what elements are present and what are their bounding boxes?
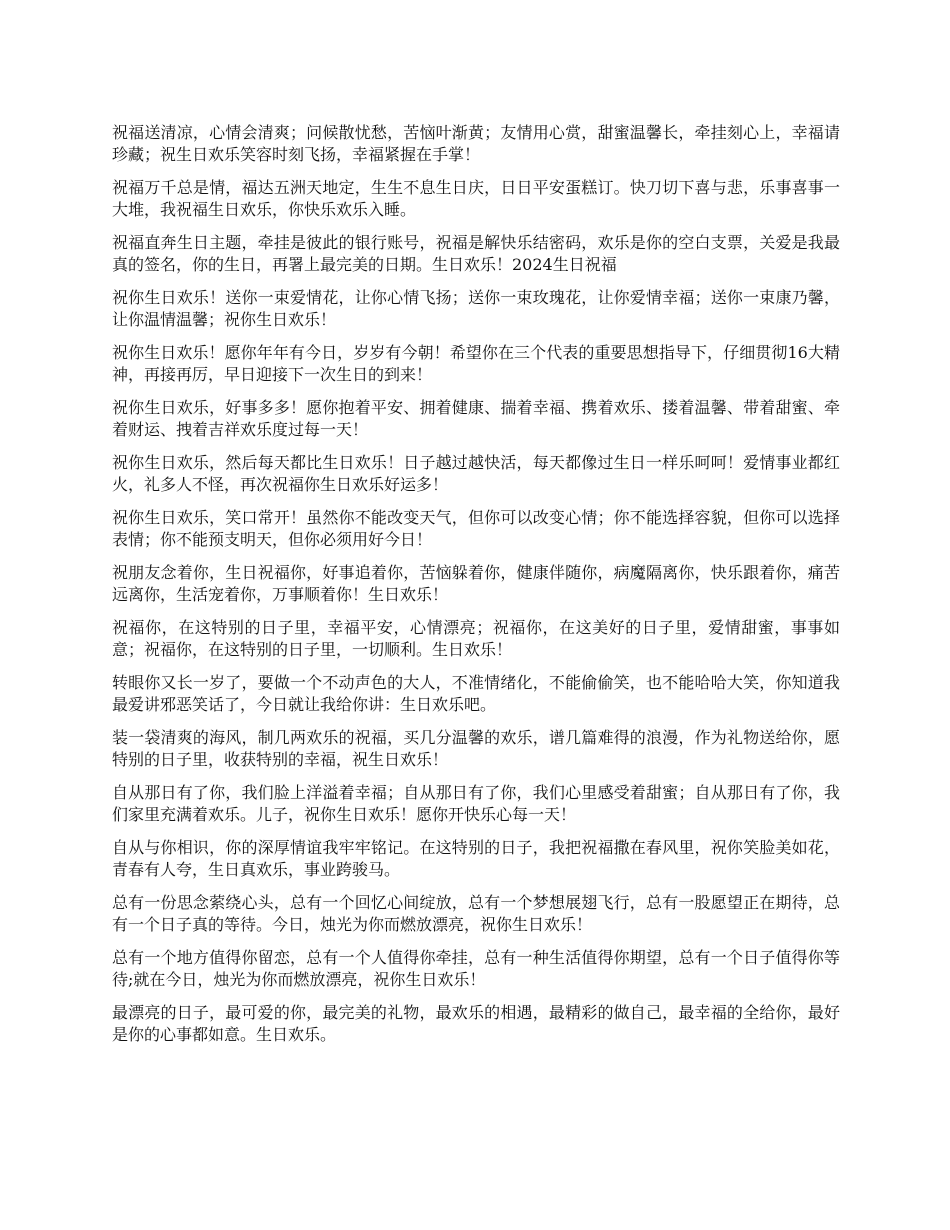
paragraph-14: 自从与你相识，你的深厚情谊我牢牢铭记。在这特别的日子，我把祝福撒在春风里，祝你笑脸美如花，青春有人夸，生日真欢乐，事业跨骏马。 [112,838,840,879]
paragraph-1: 祝福送清凉，心情会清爽；问候散忧愁，苦恼叶渐黄；友情用心赏，甜蜜温馨长，牵挂刻心上，幸福请珍藏；祝生日欢乐笑容时刻飞扬，幸福紧握在手掌！ [112,123,840,164]
paragraph-16: 总有一个地方值得你留恋，总有一个人值得你牵挂，总有一种生活值得你期望，总有一个日子值得你等待;就在今日，烛光为你而燃放漂亮，祝你生日欢乐！ [112,948,840,989]
paragraph-15: 总有一份思念萦绕心头，总有一个回忆心间绽放，总有一个梦想展翅飞行，总有一股愿望正在期待，总有一个日子真的等待。今日，烛光为你而燃放漂亮，祝你生日欢乐！ [112,893,840,934]
paragraph-6: 祝你生日欢乐，好事多多！愿你抱着平安、拥着健康、揣着幸福、携着欢乐、搂着温馨、带着甜蜜、牵着财运、拽着吉祥欢乐度过每一天！ [112,398,840,439]
paragraph-3: 祝福直奔生日主题，牵挂是彼此的银行账号，祝福是解快乐结密码，欢乐是你的空白支票，关爱是我最真的签名，你的生日，再署上最完美的日期。生日欢乐！2024生日祝福 [112,233,840,274]
paragraph-7: 祝你生日欢乐，然后每天都比生日欢乐！日子越过越快活，每天都像过生日一样乐呵呵！爱情事业都红火，礼多人不怪，再次祝福你生日欢乐好运多！ [112,453,840,494]
paragraph-17: 最漂亮的日子，最可爱的你，最完美的礼物，最欢乐的相遇，最精彩的做自己，最幸福的全给你，最好是你的心事都如意。生日欢乐。 [112,1003,840,1044]
paragraph-11: 转眼你又长一岁了，要做一个不动声色的大人，不准情绪化，不能偷偷笑，也不能哈哈大笑，你知道我最爱讲邪恶笑话了，今日就让我给你讲：生日欢乐吧。 [112,673,840,714]
paragraph-2: 祝福万千总是情，福达五洲天地定，生生不息生日庆，日日平安蛋糕订。快刀切下喜与悲，乐事喜事一大堆，我祝福生日欢乐，你快乐欢乐入睡。 [112,178,840,219]
document-body [112,122,840,1057]
paragraph-10: 祝福你，在这特别的日子里，幸福平安，心情漂亮；祝福你，在这美好的日子里，爱情甜蜜，事事如意；祝福你，在这特别的日子里，一切顺利。生日欢乐！ [112,618,840,659]
paragraph-9: 祝朋友念着你，生日祝福你，好事追着你，苦恼躲着你，健康伴随你，病魔隔离你，快乐跟着你，痛苦远离你，生活宠着你，万事顺着你！生日欢乐！ [112,563,840,604]
paragraph-4: 祝你生日欢乐！送你一束爱情花，让你心情飞扬；送你一束玫瑰花，让你爱情幸福；送你一束康乃馨，让你温情温馨；祝你生日欢乐！ [112,288,840,329]
paragraph-5: 祝你生日欢乐！愿你年年有今日，岁岁有今朝！希望你在三个代表的重要思想指导下，仔细贯彻16大精神，再接再厉，早日迎接下一次生日的到来！ [112,343,840,384]
paragraph-13: 自从那日有了你，我们脸上洋溢着幸福；自从那日有了你，我们心里感受着甜蜜；自从那日有了你，我们家里充满着欢乐。儿子，祝你生日欢乐！愿你开快乐心每一天！ [112,783,840,824]
paragraph-12: 装一袋清爽的海风，制几两欢乐的祝福，买几分温馨的欢乐，谱几篇难得的浪漫，作为礼物送给你，愿特别的日子里，收获特别的幸福，祝生日欢乐！ [112,728,840,769]
paragraph-8: 祝你生日欢乐，笑口常开！虽然你不能改变天气，但你可以改变心情；你不能选择容貌，但你可以选择表情；你不能预支明天，但你必须用好今日！ [112,508,840,549]
